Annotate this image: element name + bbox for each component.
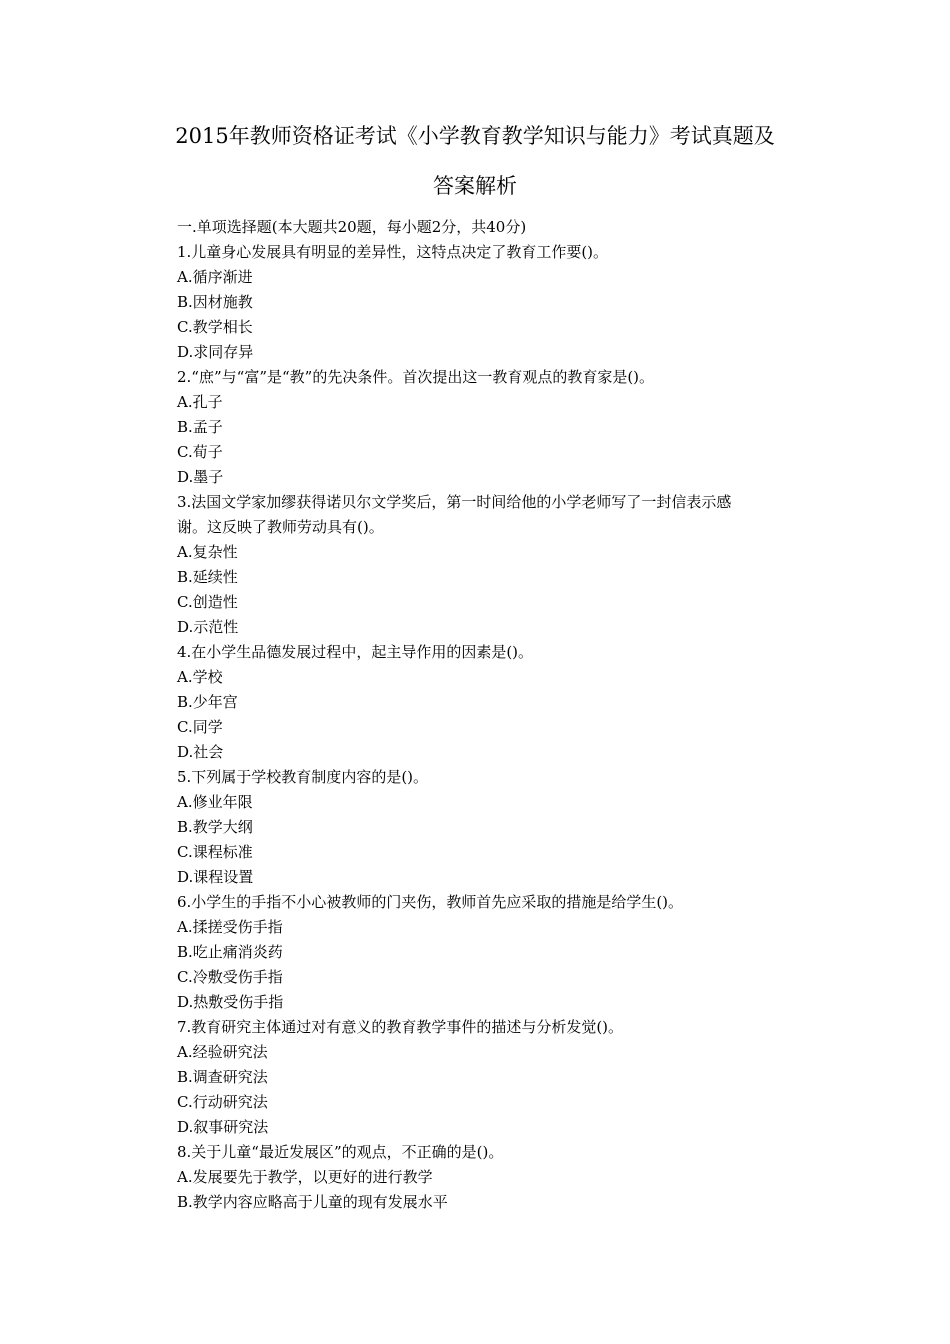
- answer-option: B.教学大纲: [177, 818, 253, 836]
- answer-option: D.示范性: [177, 618, 239, 636]
- question-stem: 2.“庶”与“富”是“教”的先决条件。首次提出这一教育观点的教育家是()。: [177, 368, 655, 386]
- answer-option: A.经验研究法: [177, 1043, 268, 1061]
- question-stem: 1.儿童身心发展具有明显的差异性，这特点决定了教育工作要()。: [177, 243, 609, 261]
- question-stem: 8.关于儿童“最近发展区”的观点，不正确的是()。: [177, 1143, 504, 1161]
- answer-option: A.循序渐进: [177, 268, 253, 286]
- answer-option: D.叙事研究法: [177, 1118, 269, 1136]
- answer-option: B.调查研究法: [177, 1068, 268, 1086]
- answer-option: A.学校: [177, 668, 223, 686]
- answer-option: A.发展要先于教学，以更好的进行教学: [177, 1168, 433, 1186]
- answer-option: C.课程标准: [177, 843, 253, 861]
- document-body: [177, 215, 817, 1215]
- answer-option: C.行动研究法: [177, 1093, 268, 1111]
- question-stem: 谢。这反映了教师劳动具有()。: [177, 518, 384, 536]
- document-title-line-1: 2015年教师资格证考试《小学教育教学知识与能力》考试真题及: [175, 124, 775, 148]
- question-stem: 6.小学生的手指不小心被教师的门夹伤，教师首先应采取的措施是给学生()。: [177, 893, 684, 911]
- document-title-line-2: 答案解析: [433, 174, 517, 198]
- answer-option: D.热敷受伤手指: [177, 993, 284, 1011]
- answer-option: B.孟子: [177, 418, 223, 436]
- answer-option: A.孔子: [177, 393, 223, 411]
- answer-option: A.修业年限: [177, 793, 253, 811]
- answer-option: C.荀子: [177, 443, 223, 461]
- answer-option: B.少年宫: [177, 693, 238, 711]
- question-stem: 4.在小学生品德发展过程中，起主导作用的因素是()。: [177, 643, 534, 661]
- question-stem: 5.下列属于学校教育制度内容的是()。: [177, 768, 429, 786]
- answer-option: C.创造性: [177, 593, 238, 611]
- answer-option: C.同学: [177, 718, 223, 736]
- answer-option: C.教学相长: [177, 318, 253, 336]
- answer-option: D.求同存异: [177, 343, 254, 361]
- answer-option: C.冷敷受伤手指: [177, 968, 283, 986]
- answer-option: B.延续性: [177, 568, 238, 586]
- answer-option: B.吃止痛消炎药: [177, 943, 283, 961]
- question-stem: 7.教育研究主体通过对有意义的教育教学事件的描述与分析发觉()。: [177, 1018, 624, 1036]
- answer-option: A.复杂性: [177, 543, 238, 561]
- answer-option: A.揉搓受伤手指: [177, 918, 283, 936]
- answer-option: D.墨子: [177, 468, 224, 486]
- answer-option: B.因材施教: [177, 293, 253, 311]
- answer-option: D.课程设置: [177, 868, 254, 886]
- answer-option: B.教学内容应略高于儿童的现有发展水平: [177, 1193, 448, 1211]
- question-stem: 3.法国文学家加缪获得诺贝尔文学奖后，第一时间给他的小学老师写了一封信表示感: [177, 493, 732, 511]
- answer-option: D.社会: [177, 743, 224, 761]
- section-heading: 一.单项选择题(本大题共20题，每小题2分，共40分): [177, 218, 527, 236]
